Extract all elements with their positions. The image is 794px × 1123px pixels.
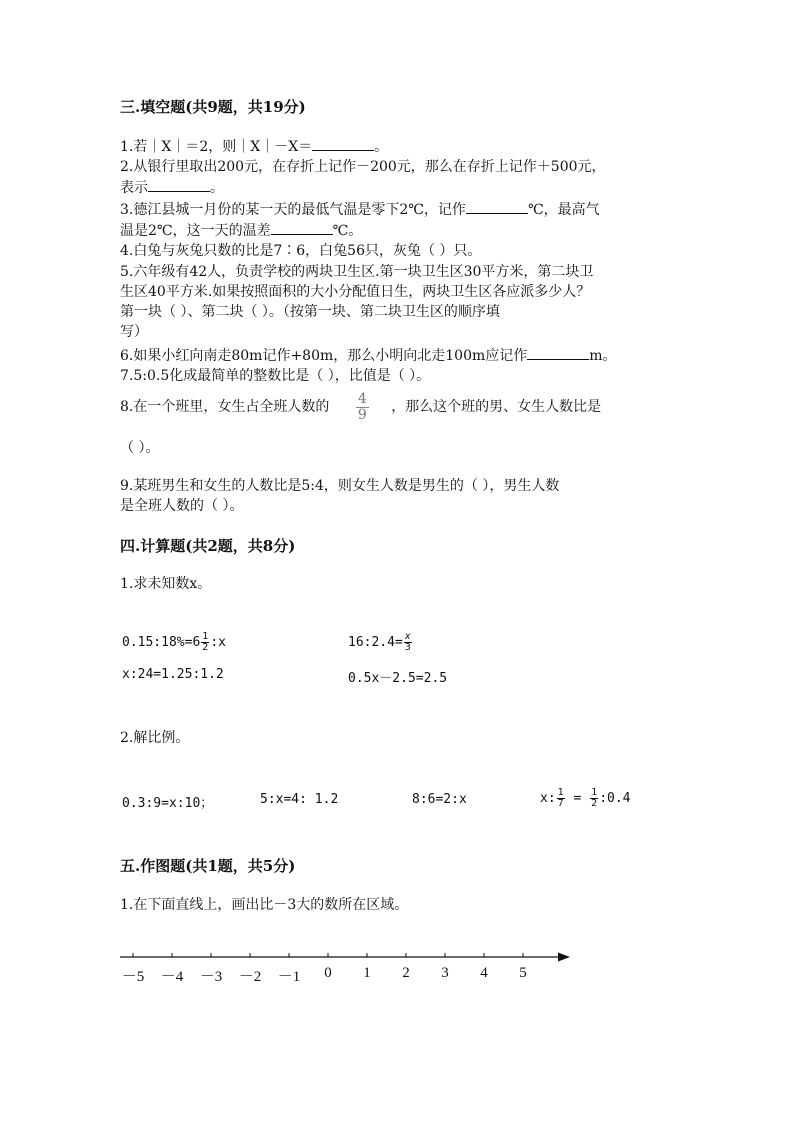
question-3-6: 6.如果小红向南走80m记作+80m，那么小明向北走100m应记作 m。	[120, 345, 617, 366]
equation-4-1-b: 16:2.4= $\frac{x}{3}$	[348, 631, 411, 653]
number-line-tick-label: －4	[160, 969, 184, 985]
equation-4-1-d: 0.5x－2.5=2.5	[348, 671, 448, 686]
question-3-2: 2.从银行里取出200元，在存折上记作－200元，那么在存折上记作＋500元， 表示 。	[120, 159, 606, 196]
question-3-8-line2: （ ）。	[120, 440, 160, 456]
question-3-9: 9.某班男生和女生的人数比是5:4，则女生人数是男生的（ ），男生人数 是全班人数的（ ）。	[120, 478, 560, 514]
problem-4-2-title: 2.解比例。	[120, 730, 190, 746]
number-line-tick-label: －3	[199, 969, 223, 985]
fraction: $\frac{1}{2}$	[591, 787, 598, 809]
number-line-tick-label: 4	[480, 965, 488, 981]
fraction: $\frac{x}{3}$	[404, 631, 411, 653]
question-3-1: 1.若｜X｜＝2，则｜X｜－X＝ 。	[120, 136, 388, 157]
equation-4-2-a: 0.3:9=x:10；	[122, 796, 214, 811]
fraction-four-ninths: $\frac{4}{9}$	[357, 391, 367, 423]
question-3-8: 8.在一个班里，女生占全班人数的 $\frac{4}{9}$ ，那么这个班的男、女生人数比是	[120, 391, 602, 423]
equation-4-1-a: 0.15:18%=6 $\frac{1}{2}$ :x	[122, 631, 226, 653]
number-line-tick-label: 2	[402, 965, 410, 981]
number-line-tick-label: －1	[277, 969, 301, 985]
fraction: $\frac{1}{7}$	[557, 787, 564, 809]
answer-blank[interactable]	[466, 199, 528, 214]
equation-4-2-d: x: $\frac{1}{7}$ = $\frac{1}{2}$ :0.4	[540, 787, 631, 809]
question-3-5: 5.六年级有42人，负责学校的两块卫生区.第一块卫生区30平方米，第二块卫 生区40平方米.如果按照面积的大小分配值日生，两块卫生区各应派多少人？ 第一块（ ）、第二块（ ）。（按第一块、第二块卫生区的顺序填 写）	[120, 264, 594, 340]
equation-4-2-c: 8:6=2:x	[412, 792, 467, 807]
problem-4-1-title: 1.求未知数x。	[120, 576, 212, 592]
section-5-title: 五.作图题(共1题，共5分)	[120, 857, 296, 875]
question-3-4: 4.白兔与灰兔只数的比是7∶6，白兔56只，灰兔（ ）只。	[120, 243, 482, 259]
question-3-3: 3.德江县城一月份的某一天的最低气温是零下2℃，记作 ℃，最高气 温是2℃，这一天的温差 ℃。	[120, 199, 600, 241]
equation-4-2-b: 5:x=4: 1.2	[260, 792, 339, 807]
section-4-title: 四.计算题(共2题，共8分)	[120, 537, 296, 555]
answer-blank[interactable]	[271, 220, 333, 235]
problem-5-1-title: 1.在下面直线上，画出比－3大的数所在区域。	[120, 897, 409, 913]
arrow-head-icon	[558, 953, 570, 962]
question-3-7: 7.5:0.5化成最简单的整数比是（ ），比值是（ ）。	[120, 368, 431, 384]
fraction: $\frac{1}{2}$	[202, 631, 209, 653]
section-3-title: 三.填空题(共9题，共19分)	[120, 98, 306, 116]
number-line-tick-label: －2	[238, 969, 262, 985]
number-line-tick-label: 1	[363, 965, 371, 981]
answer-blank[interactable]	[527, 345, 589, 360]
equation-4-1-c: x:24=1.25:1.2	[122, 667, 224, 682]
number-line-tick-label: －5	[121, 969, 145, 985]
number-line-tick-label: 0	[324, 965, 332, 981]
answer-blank[interactable]	[312, 136, 374, 151]
number-line-tick-label: 3	[441, 965, 449, 981]
answer-blank[interactable]	[148, 177, 210, 192]
number-line-tick-label: 5	[519, 965, 527, 981]
